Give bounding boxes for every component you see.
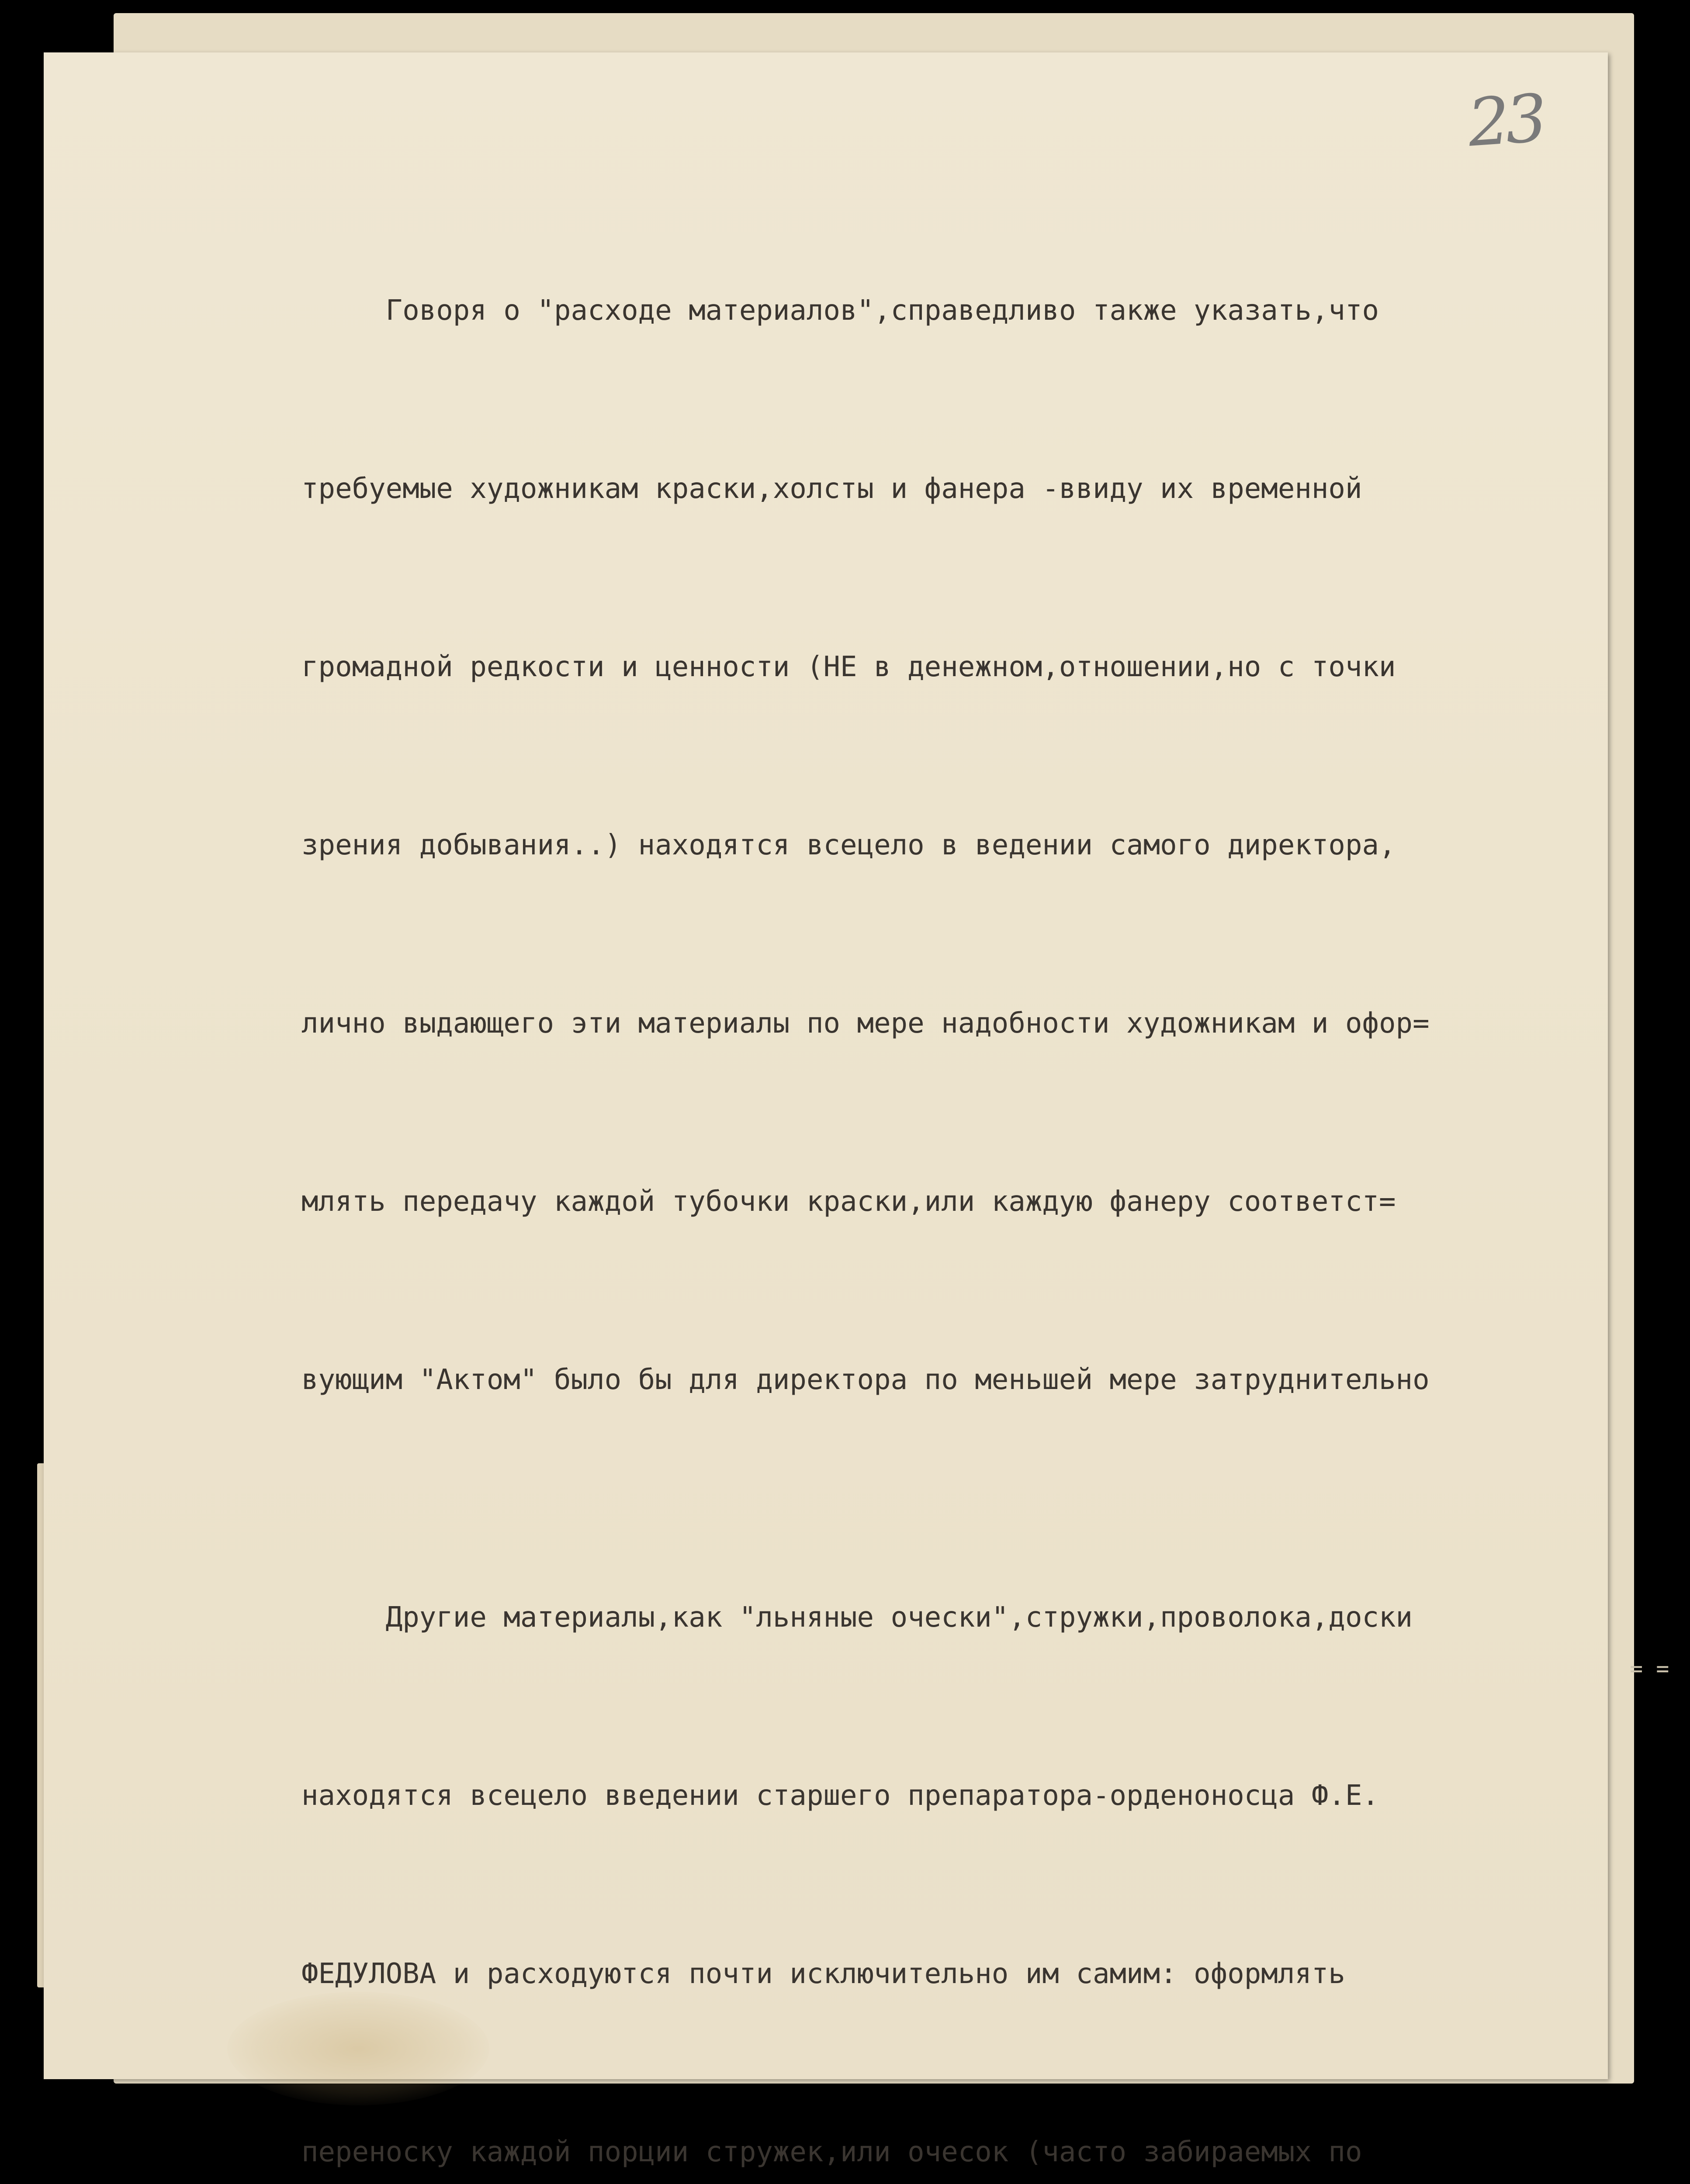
typewritten-text xyxy=(301,103,1603,2184)
text-line: вующим "Актом" было бы для директора по меньшей мере затруднительно xyxy=(301,1364,1430,1396)
text-line: зрения добывания..) находятся всецело в ведении самого директора, xyxy=(301,829,1396,861)
text-line: лично выдающего эти материалы по мере надобности художникам и офор= xyxy=(301,1007,1430,1040)
text-line: млять передачу каждой тубочки краски,или каждую фанеру соответст= xyxy=(301,1185,1396,1218)
text-line: ФЕДУЛОВА и расходуются почти исключительно им самим: оформлять xyxy=(301,1958,1345,1990)
text-line: Говоря о "расходе материалов",справедливо также указать,что xyxy=(301,294,1379,327)
handwritten-page-number: 23 xyxy=(1465,80,1545,162)
text-line: переноску каждой порции стружек,или очесок (часто забираемых по xyxy=(301,2136,1362,2168)
text-line: находятся всецело введении старшего препаратора-орденоносца Ф.Е. xyxy=(301,1780,1379,1812)
text-line: Другие материалы,как "льняные очески",стружки,проволока,доски xyxy=(301,1601,1413,1634)
text-line: требуемые художникам краски,холсты и фанера -ввиду их временной xyxy=(301,473,1362,505)
text-line: громадной редкости и ценности (НЕ в денежном,отношении,но с точки xyxy=(301,651,1396,683)
margin-marks: = = xyxy=(1630,1656,1669,1681)
